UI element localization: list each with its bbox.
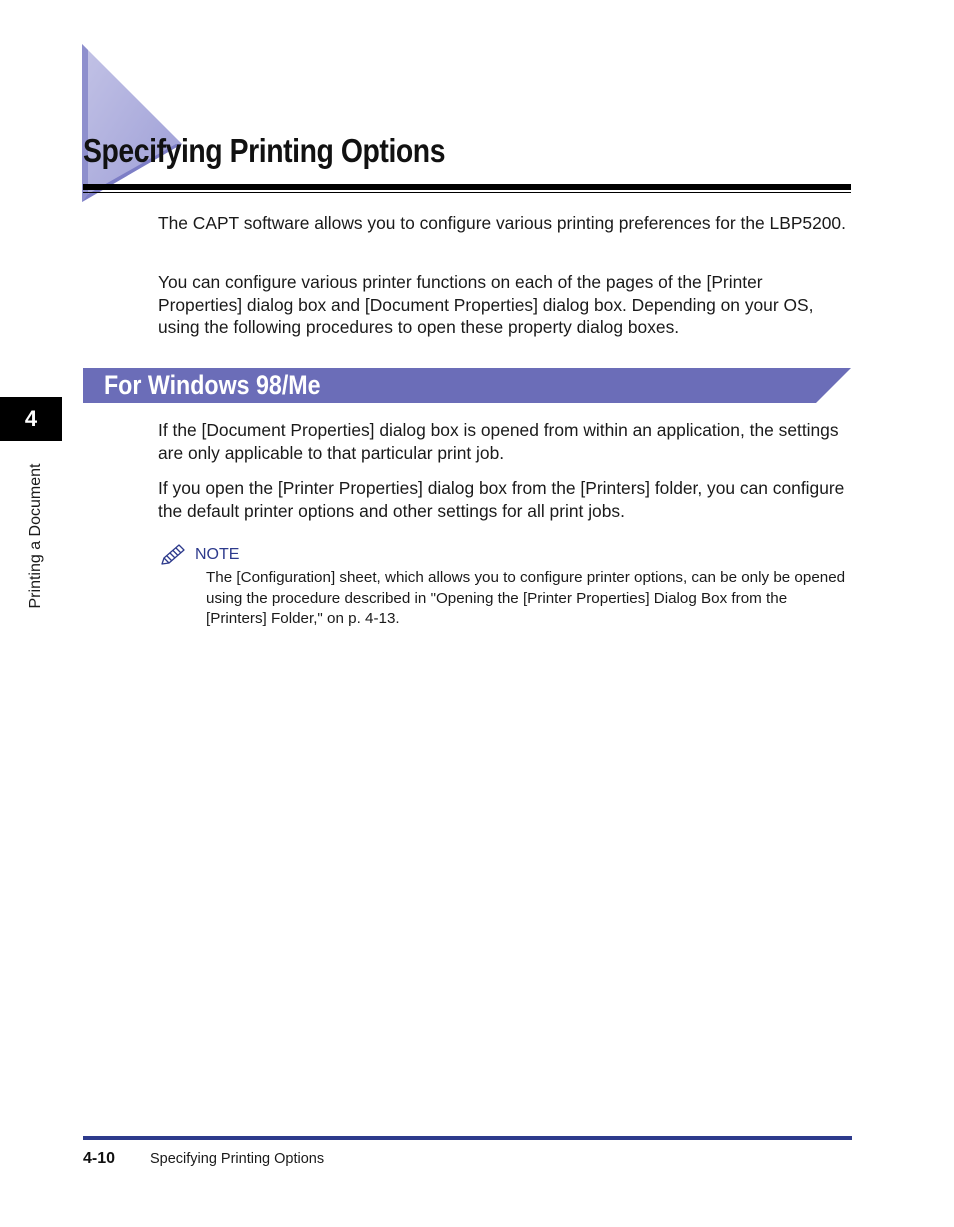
section-paragraph-1: If the [Document Properties] dialog box is opened from within an application, the settings are only applicable to that particular print job. — [158, 420, 839, 463]
footer-rule — [83, 1136, 852, 1140]
note-text: The [Configuration] sheet, which allows you to configure printer options, can be only be opened using the procedure described in "Opening the [Printer Properties] Dialog Box from the [Printers] Folder," on p. 4-13. — [206, 569, 846, 627]
page-number: 4-10 — [83, 1150, 116, 1167]
corner-triangle-decoration — [82, 44, 182, 202]
page-title: Specifying Printing Options — [83, 132, 446, 169]
intro-paragraph-2: You can configure various printer functions on each of the pages of the [Printer Properties] dialog box and [Document Properties] dialog box. Depending on your OS, using the following procedures to open these property dialog boxes. — [158, 272, 814, 337]
section-paragraph-2: If you open the [Printer Properties] dialog box from the [Printers] folder, you can configure the default printer options and other settings for all print jobs. — [158, 478, 845, 521]
section-title: For Windows 98/Me — [104, 370, 321, 400]
note-label: NOTE — [195, 546, 240, 563]
chapter-side-label-text: Printing a Document — [27, 463, 44, 609]
title-rule-thin — [83, 192, 851, 193]
chapter-tab: 4 — [0, 397, 62, 441]
title-rule — [83, 184, 851, 190]
pencil-note-icon — [159, 543, 187, 567]
intro-paragraph-1: The CAPT software allows you to configure various printing preferences for the LBP5200. — [158, 213, 846, 233]
footer-running-title: Specifying Printing Options — [150, 1151, 325, 1167]
